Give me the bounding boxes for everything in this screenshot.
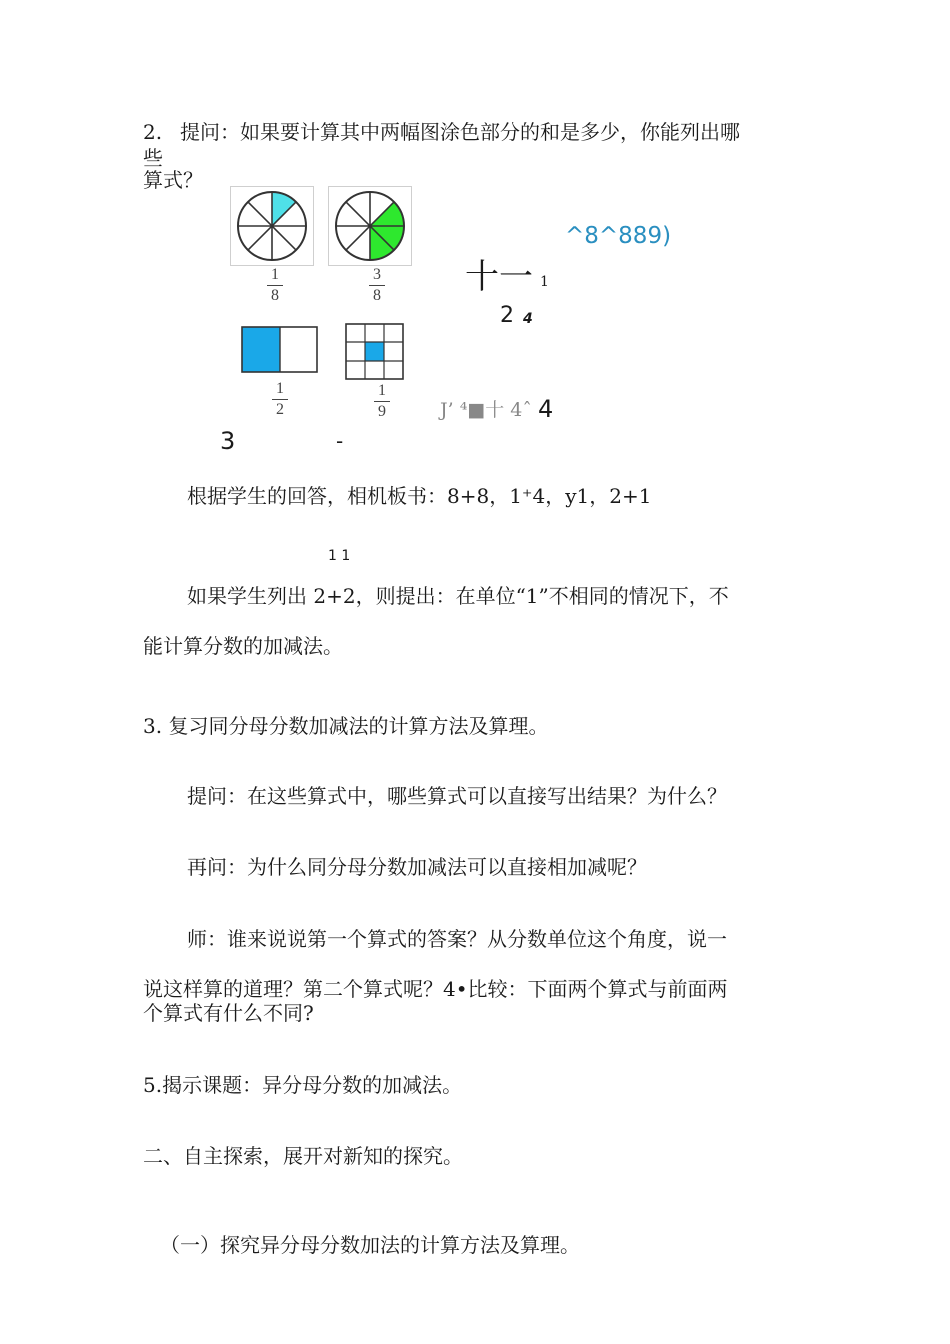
item-2-question-line3: 算式？: [143, 168, 203, 192]
fraction-one-half: 1 2: [270, 380, 290, 419]
rectangle-one-half-figure: [241, 326, 319, 378]
item-3-heading: 3. 复习同分母分数加减法的计算方法及算理。: [143, 714, 549, 738]
shaded-half: [242, 327, 280, 372]
italic-four-glyph: 4: [523, 311, 533, 327]
small-one-glyph: 1: [540, 274, 549, 290]
question-paragraph-1: 提问：在这些算式中，哪些算式可以直接写出结果？为什么？: [187, 784, 727, 808]
section-2-heading: 二、自主探索，展开对新知的探究。: [143, 1144, 463, 1168]
item-2-number: 2.: [143, 120, 163, 144]
three-glyph: 3: [220, 427, 236, 455]
item-2-question-line1: 提问：如果要计算其中两幅图涂色部分的和是多少，你能列出哪: [180, 120, 740, 144]
fraction-three-eighths: 3 8: [367, 266, 387, 305]
circle-one-eighth-svg: [231, 187, 313, 265]
subsection-1-heading: （一）探究异分母分数加法的计算方法及算理。: [160, 1233, 580, 1257]
grid-one-ninth-svg: [345, 323, 405, 381]
gray-formula-artifact: J’ ⁴■十 4ˆ: [440, 399, 532, 421]
circle-three-eighths-figure: [328, 186, 412, 266]
condition-paragraph-line1: 如果学生列出 2+2，则提出：在单位“1”不相同的情况下，不: [187, 584, 729, 608]
item-5-heading: 5.揭示课题：异分母分数的加减法。: [143, 1073, 463, 1097]
fraction-one-ninth: 1 9: [372, 382, 392, 421]
circle-one-eighth-figure: [230, 186, 314, 266]
teacher-paragraph-line3: 个算式有什么不同?: [143, 1001, 314, 1025]
dash-glyph: -: [336, 429, 344, 453]
board-writing-paragraph: 根据学生的回答，相机板书：8+8，1⁺4，y1，2+1: [187, 484, 652, 508]
fraction-one-eighth: 1 8: [265, 266, 285, 305]
big-four-glyph: 4: [538, 395, 554, 423]
teacher-paragraph-line1: 师：谁来说说第一个算式的答案？从分数单位这个角度，说一: [187, 927, 727, 951]
teacher-paragraph-line2: 说这样算的道理？第二个算式呢？4•比较：下面两个算式与前面两: [143, 977, 728, 1001]
item-2-question-line2: 些: [143, 146, 163, 170]
shaded-sector: [272, 192, 296, 226]
plus-minus-glyph: 十一: [465, 257, 533, 297]
grid-one-ninth-figure: [345, 323, 405, 385]
two-glyph: 2: [500, 303, 514, 328]
condition-paragraph-line2: 能计算分数的加减法。: [143, 634, 343, 658]
circle-three-eighths-svg: [329, 187, 411, 265]
ones-line: 1 1: [328, 548, 351, 564]
blue-artifact-text: ^8^889): [565, 223, 672, 249]
rectangle-one-half-svg: [241, 326, 319, 374]
shaded-center-cell: [365, 342, 384, 361]
question-paragraph-2: 再问：为什么同分母分数加减法可以直接相加减呢？: [187, 855, 647, 879]
